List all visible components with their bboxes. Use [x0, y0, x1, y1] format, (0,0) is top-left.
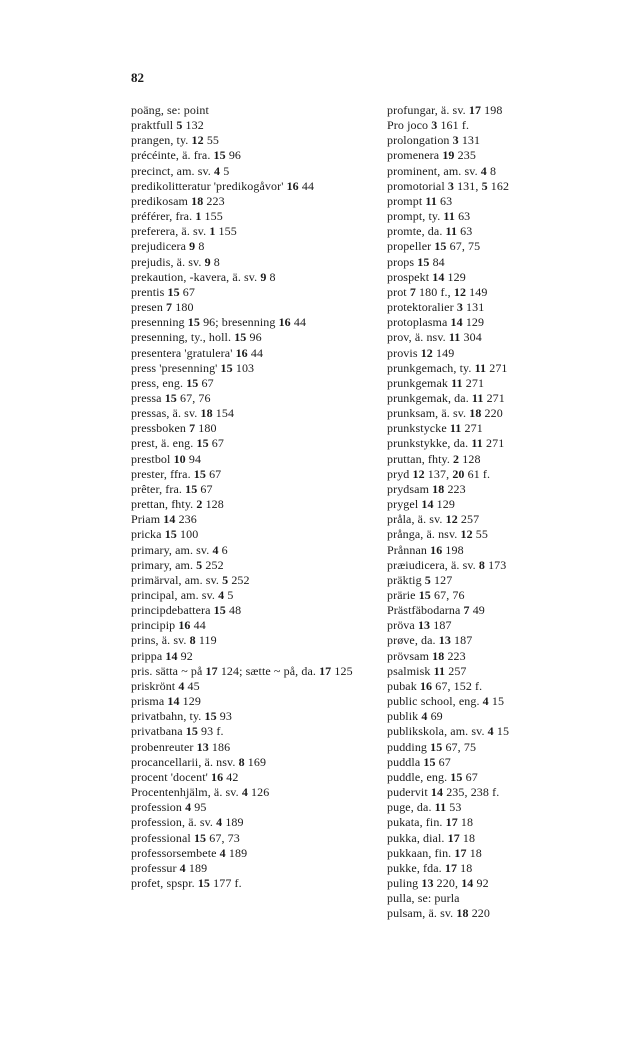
index-entry: principal, am. sv. 4 5 [131, 588, 234, 602]
index-entry: prospekt 14 129 [387, 269, 466, 284]
index-entry: prövsam 18 223 [387, 648, 466, 663]
index-entry: prins, ä. sv. 8 119 [131, 633, 217, 648]
index-entry: pukka, dial. 17 18 [387, 830, 476, 845]
index-entry: public school, eng. 4 15 [387, 694, 505, 709]
index-entry: prominent, am. sv. 4 8 [387, 163, 497, 178]
index-entry: protektoralier 3 131 [387, 300, 485, 315]
index-entry: prånga, ä. nsv. 12 55 [387, 527, 488, 542]
index-entry: pröva 13 187 [387, 618, 452, 633]
index-entry: presen 7 180 [131, 300, 194, 315]
index-entry: provis 12 149 [387, 345, 455, 360]
index-entry: press, eng. 15 67 [131, 375, 214, 390]
index-entry: pruttan, fhty. 2 128 [387, 451, 481, 466]
index-entry: prippa 14 92 [131, 648, 193, 663]
index-entry: praktfull 5 132 [131, 118, 204, 133]
index-entry: presenning, ty., holl. 15 96 [131, 330, 262, 345]
index-entry: priskrönt 4 45 [131, 678, 200, 693]
index-entry: prisma 14 129 [131, 694, 201, 709]
index-entry: profession, ä. sv. 4 189 [131, 815, 244, 830]
index-entry: primary, am. 5 252 [131, 557, 224, 572]
index-entry: prangen, ty. 12 55 [131, 133, 220, 148]
index-entry: prunkgemach, ty. 11 271 [387, 360, 508, 375]
index-entry: pryd 12 137, 20 61 f. [387, 466, 491, 481]
index-entry: préférer, fra. 1 155 [131, 209, 223, 224]
index-entry: principip 16 44 [131, 618, 206, 633]
index-entry: pukke, fda. 17 18 [387, 860, 473, 875]
index-entry: prestbol 10 94 [131, 451, 202, 466]
index-entry: prunkgemak, da. 11 271 [387, 390, 505, 405]
index-entry: profession 4 95 [131, 800, 207, 815]
index-entry: prompt 11 63 [387, 193, 453, 208]
index-entry: primary, am. sv. 4 6 [131, 542, 228, 557]
index-entry: prekaution, -kavera, ä. sv. 9 8 [131, 269, 276, 284]
index-entry: poäng, se: point [131, 103, 209, 117]
index-entry: prunksam, ä. sv. 18 220 [387, 406, 503, 421]
index-entry: prov, ä. nsv. 11 304 [387, 330, 482, 345]
index-entry: prunkgemak 11 271 [387, 375, 485, 390]
index-entry: præiudicera, ä. sv. 8 173 [387, 557, 507, 572]
index-entry: prunkstykke, da. 11 271 [387, 436, 505, 451]
index-entry: prompt, ty. 11 63 [387, 209, 471, 224]
index-entry: Pro joco 3 161 f. [387, 118, 470, 133]
index-entry: professur 4 189 [131, 860, 208, 875]
index-entry: prøve, da. 13 187 [387, 633, 473, 648]
index-entry: primärval, am. sv. 5 252 [131, 572, 250, 587]
index-entry: propeller 15 67, 75 [387, 239, 481, 254]
index-entry: präktig 5 127 [387, 572, 453, 587]
index-entry: prentis 15 67 [131, 284, 195, 299]
index-entry: pukkaan, fin. 17 18 [387, 845, 482, 860]
index-entry: puge, da. 11 53 [387, 800, 462, 815]
index-entry: profungar, ä. sv. 17 198 [387, 103, 503, 117]
index-entry: précéinte, ä. fra. 15 96 [131, 148, 242, 163]
index-entry: prolongation 3 131 [387, 133, 481, 148]
index-entry: professional 15 67, 73 [131, 830, 240, 845]
index-entry: prygel 14 129 [387, 497, 455, 512]
index-entry: pressa 15 67, 76 [131, 390, 211, 405]
index-entry: puddla 15 67 [387, 754, 451, 769]
index-entry: pulsam, ä. sv. 18 220 [387, 906, 490, 921]
index-entry: pudervit 14 235, 238 f. [387, 785, 500, 800]
index-entry: promte, da. 11 63 [387, 224, 473, 239]
index-entry: press 'presenning' 15 103 [131, 360, 255, 375]
index-entry: publik 4 69 [387, 709, 443, 724]
index-entry: prest, ä. eng. 15 67 [131, 436, 224, 451]
index-entry: Prånnan 16 198 [387, 542, 464, 557]
index-entry: Prästfäbodarna 7 49 [387, 603, 485, 618]
index-entry: presentera 'gratulera' 16 44 [131, 345, 264, 360]
index-entry: psalmisk 11 257 [387, 663, 467, 678]
index-entry: prunkstycke 11 271 [387, 421, 483, 436]
index-entry: predikolitteratur 'predikogåvor' 16 44 [131, 178, 315, 193]
index-entry: presenning 15 96; bresenning 16 44 [131, 315, 307, 330]
index-entry: pressas, ä. sv. 18 154 [131, 406, 235, 421]
index-entry: publikskola, am. sv. 4 15 [387, 724, 510, 739]
index-entry: prêter, fra. 15 67 [131, 481, 213, 496]
index-entry: pricka 15 100 [131, 527, 199, 542]
index-entry: privatbana 15 93 f. [131, 724, 224, 739]
index-column-left [131, 103, 376, 891]
index-entry: profet, spspr. 15 177 f. [131, 875, 242, 890]
index-entry: predikosam 18 223 [131, 193, 225, 208]
index-entry: precinct, am. sv. 4 5 [131, 163, 230, 178]
index-entry: prester, ffra. 15 67 [131, 466, 222, 481]
index-column-right [387, 103, 632, 921]
index-entry: preferera, ä. sv. 1 155 [131, 224, 237, 239]
index-entry: Priam 14 236 [131, 512, 197, 527]
index-entry: pukata, fin. 17 18 [387, 815, 474, 830]
index-entry: props 15 84 [387, 254, 445, 269]
index-entry: promenera 19 235 [387, 148, 476, 163]
index-entry: protoplasma 14 129 [387, 315, 485, 330]
index-entry: prydsam 18 223 [387, 481, 466, 496]
index-entry: prot 7 180 f., 12 149 [387, 284, 488, 299]
index-entry: pråla, ä. sv. 12 257 [387, 512, 480, 527]
index-entry: Procentenhjälm, ä. sv. 4 126 [131, 785, 270, 800]
index-entry: privatbahn, ty. 15 93 [131, 709, 232, 724]
index-entry: probenreuter 13 186 [131, 739, 231, 754]
index-entry: pudding 15 67, 75 [387, 739, 477, 754]
index-entry: principdebattera 15 48 [131, 603, 242, 618]
index-entry: prejudis, ä. sv. 9 8 [131, 254, 220, 269]
index-entry: pressboken 7 180 [131, 421, 217, 436]
index-entry: prärie 15 67, 76 [387, 588, 465, 602]
index-entry: professorsembete 4 189 [131, 845, 248, 860]
index-entry: promotorial 3 131, 5 162 [387, 178, 510, 193]
index-entry: prettan, fhty. 2 128 [131, 497, 224, 512]
index-entry: puling 13 220, 14 92 [387, 875, 489, 890]
index-entry: prejudicera 9 8 [131, 239, 205, 254]
index-entry: pris. sätta ~ på 17 124; sætte ~ på, da. 17 125 [131, 663, 353, 678]
index-entry: procent 'docent' 16 42 [131, 769, 239, 784]
index-entry: pulla, se: purla [387, 891, 460, 906]
page-number: 82 [131, 70, 144, 85]
index-entry: pubak 16 67, 152 f. [387, 678, 483, 693]
index-entry: puddle, eng. 15 67 [387, 769, 478, 784]
index-entry: procancellarii, ä. nsv. 8 169 [131, 754, 267, 769]
